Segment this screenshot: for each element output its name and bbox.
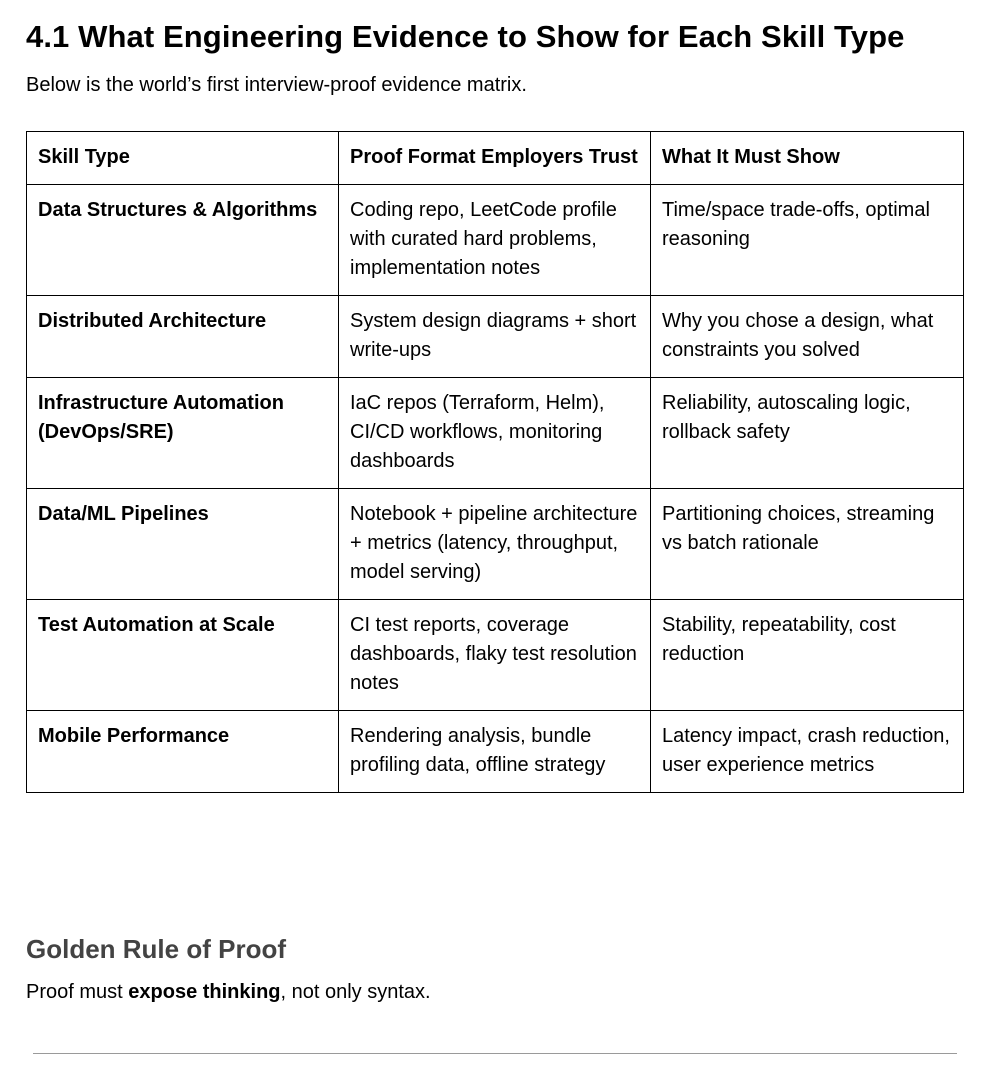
table-row [27,711,964,793]
table-row [27,489,964,600]
must-show-cell: Time/space trade-offs, optimal reasoning [651,185,964,296]
table-row [27,296,964,378]
table-row [27,600,964,711]
proof-format-cell: System design diagrams + short write-ups [339,296,651,378]
skill-type-cell: Mobile Performance [27,711,339,793]
golden-rule-text [26,981,431,1004]
must-show-cell: Partitioning choices, streaming vs batch rationale [651,489,964,600]
proof-format-cell: CI test reports, coverage dashboards, flaky test resolution notes [339,600,651,711]
proof-format-cell: Notebook + pipeline architecture + metrics (latency, throughput, model serving) [339,489,651,600]
intro-paragraph: Below is the world’s first interview-proof evidence matrix. [26,74,527,96]
table-header-row [27,132,964,185]
section-heading: 4.1 What Engineering Evidence to Show for Each Skill Type [26,19,905,54]
proof-format-cell: IaC repos (Terraform, Helm), CI/CD workflows, monitoring dashboards [339,378,651,489]
golden-rule-emphasis: expose thinking [128,981,281,1003]
golden-rule-heading: Golden Rule of Proof [26,934,286,964]
header-proof-format: Proof Format Employers Trust [339,132,651,185]
must-show-cell: Why you chose a design, what constraints you solved [651,296,964,378]
evidence-matrix-table [26,131,964,793]
skill-type-cell: Distributed Architecture [27,296,339,378]
golden-rule-prefix: Proof must [26,981,129,1003]
header-skill-type: Skill Type [27,132,339,185]
must-show-cell: Reliability, autoscaling logic, rollback safety [651,378,964,489]
must-show-cell: Latency impact, crash reduction, user experience metrics [651,711,964,793]
table-row [27,185,964,296]
skill-type-cell: Data/ML Pipelines [27,489,339,600]
horizontal-divider [33,1053,957,1054]
must-show-cell: Stability, repeatability, cost reduction [651,600,964,711]
header-what-it-must-show: What It Must Show [651,132,964,185]
skill-type-cell: Infrastructure Automation (DevOps/SRE) [27,378,339,489]
proof-format-cell: Rendering analysis, bundle profiling data, offline strategy [339,711,651,793]
golden-rule-suffix: , not only syntax. [280,981,431,1003]
skill-type-cell: Data Structures & Algorithms [27,185,339,296]
table-row [27,378,964,489]
proof-format-cell: Coding repo, LeetCode profile with curated hard problems, implementation notes [339,185,651,296]
skill-type-cell: Test Automation at Scale [27,600,339,711]
